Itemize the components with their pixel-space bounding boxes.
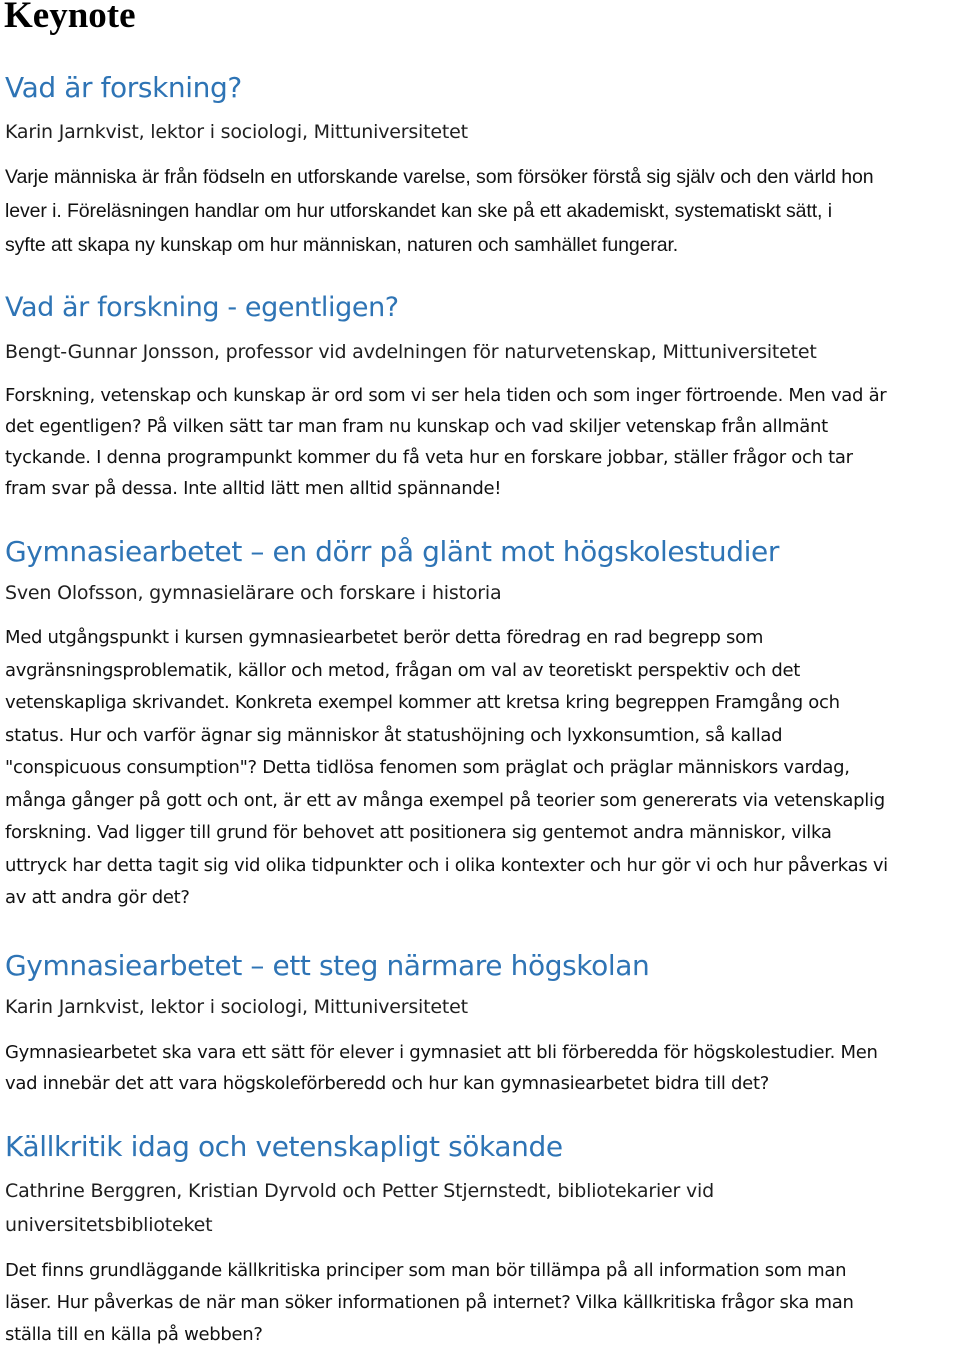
section-heading: Vad är forskning - egentligen? <box>5 292 399 323</box>
section-speaker: Cathrine Berggren, Kristian Dyrvold och Petter Stjernstedt, bibliotekarier vid universitetsbiblioteket <box>5 1180 714 1236</box>
section-heading: Vad är forskning? <box>5 71 242 104</box>
section-heading: Gymnasiearbetet – ett steg närmare högskolan <box>5 949 650 982</box>
section-speaker: Sven Olofsson, gymnasielärare och forskare i historia <box>5 582 502 604</box>
section-description: Forskning, vetenskap och kunskap är ord som vi ser hela tiden och som inger förtroende. Men vad är det egentligen? På vilken sätt tar man fram nu kunskap och vad skiljer vetenskap från allmänt tyckande. I denna programpunkt kommer du få veta hur en forskare jobbar, ställer frågor och tar fram svar på dessa. Inte alltid lätt men alltid spännande! <box>5 385 887 499</box>
section-description: Det finns grundläggande källkritiska principer som man bör tillämpa på all information som man läser. Hur påverkas de när man söker informationen på internet? Vilka källkritiska frågor ska man ställa till en källa på webben? <box>5 1260 854 1345</box>
section-heading: Källkritik idag och vetenskapligt sökande <box>5 1130 563 1163</box>
section-speaker: Karin Jarnkvist, lektor i sociologi, Mittuniversitetet <box>5 996 468 1018</box>
page-title: Keynote <box>4 0 136 36</box>
section-speaker: Karin Jarnkvist, lektor i sociologi, Mittuniversitetet <box>5 121 468 143</box>
section-heading: Gymnasiearbetet – en dörr på glänt mot högskolestudier <box>5 535 779 568</box>
section-speaker: Bengt-Gunnar Jonsson, professor vid avdelningen för naturvetenskap, Mittuniversitetet <box>5 341 817 363</box>
section-description: Med utgångspunkt i kursen gymnasiearbetet berör detta föredrag en rad begrepp som avgränsningsproblematik, källor och metod, frågan om val av teoretiskt perspektiv och det vetenskapliga skrivandet. Konkreta exempel kommer att kretsa kring begreppen Framgång och status. Hur och varför ägnar sig människor åt statushöjning och lyxkonsumtion, så kallad "conspicuous consumption"? Detta tidlösa fenomen som präglat och präglar människors vardag, många gånger på gott och ont, är ett av många exempel på teorier som genererats via vetenskaplig forskning. Vad ligger till grund för behovet att positionera sig gentemot andra människor, vilka uttryck har detta tagit sig vid olika tidpunkter och i olika kontexter och hur gör vi och hur påverkas vi av att andra gör det? <box>5 627 888 908</box>
section-description: Varje människa är från födseln en utforskande varelse, som försöker förstå sig själv och den värld hon lever i. Föreläsningen handlar om hur utforskandet kan ske på ett akademiskt, systematiskt sätt, i syfte att skapa ny kunskap om hur människan, naturen och samhället fungerar. <box>5 166 874 256</box>
section-description: Gymnasiearbetet ska vara ett sätt för elever i gymnasiet att bli förberedda för högskolestudier. Men vad innebär det att vara högskoleförberedd och hur kan gymnasiearbetet bidra till det? <box>5 1042 878 1094</box>
